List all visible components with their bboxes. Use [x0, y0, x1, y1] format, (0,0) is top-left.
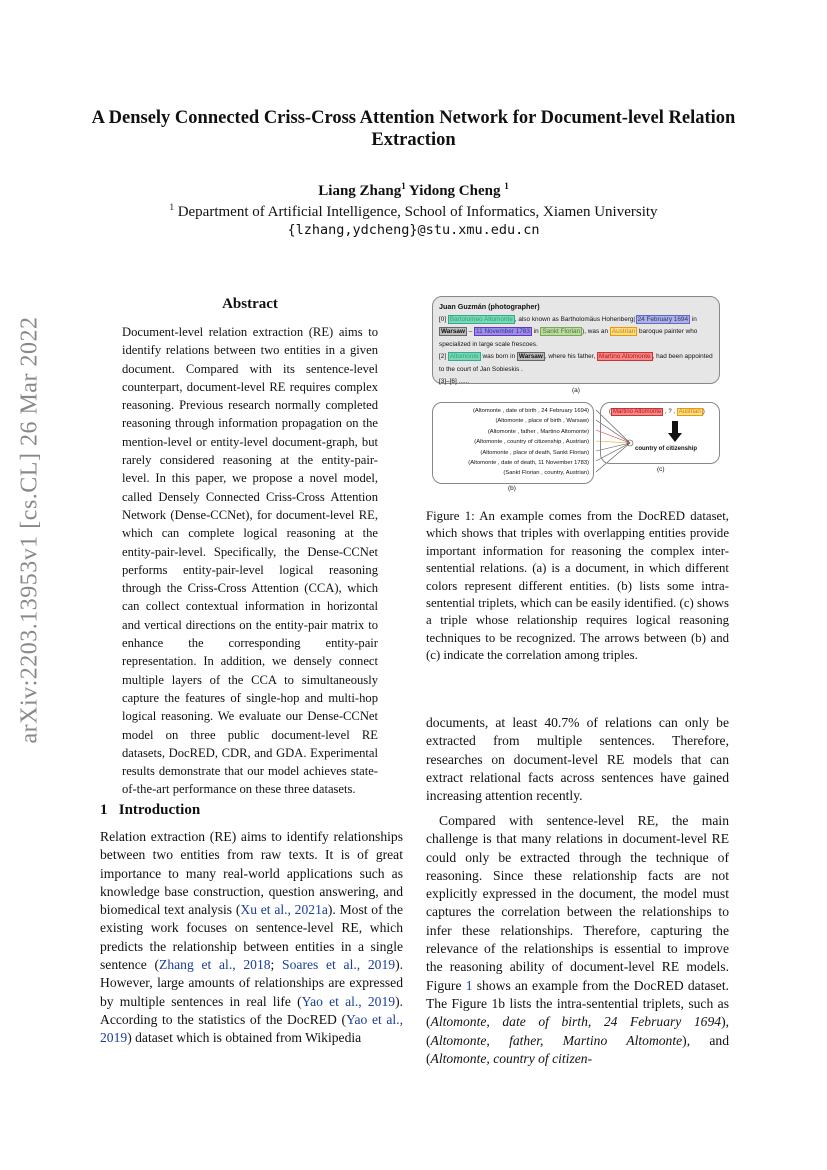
triple: (Altomonte , date of birth , 24 February 1694) — [472, 408, 589, 414]
sentence-label: [2] — [439, 353, 447, 360]
author-1-affil: 1 — [401, 181, 406, 191]
figure-text: , ? , — [663, 409, 677, 415]
author-2-affil: 1 — [504, 181, 509, 191]
entity-mention: Warsaw — [518, 353, 543, 360]
figure-text: , had been appointed to the court of Jan Sobieskis . — [439, 353, 713, 373]
figure-triples-panel — [432, 402, 594, 484]
entity-mention: 24 February 1694 — [637, 315, 689, 323]
figure-text: baroque painter who specialized in large scale frescoes. — [439, 328, 698, 348]
entity-mention: Sankt Florian — [542, 328, 581, 335]
figure-text: in — [531, 328, 541, 335]
arxiv-stamp: arXiv:2203.13953v1 [cs.CL] 26 Mar 2022 — [16, 316, 43, 744]
sentence-label: [0] — [439, 315, 447, 323]
entity-mention: Austrian — [678, 409, 701, 415]
body-text: shows an example from the DocRED dataset. The Figure 1b lists the intra-sentential triplets, such as ( — [426, 977, 730, 1030]
entity-mention: Austrian — [611, 328, 636, 335]
col2-paragraph-2 — [426, 812, 729, 1068]
col2-paragraph-1: documents, at least 40.7% of relations can only be extracted from multiple sentences. Therefore, researches on document-level RE models that can extract relational facts across sentences have gained increasing attention recently. — [426, 715, 729, 804]
figure-target-panel — [600, 402, 720, 464]
figure-doc-title: Juan Guzmán (photographer) — [439, 302, 540, 311]
triple: (Altomonte , country of citizenship , Austrian) — [474, 439, 589, 446]
example-triple: Altomonte, date of birth, 24 February 1694 — [430, 1014, 722, 1030]
citation-link[interactable]: Yao et al., 2019 — [301, 993, 396, 1009]
example-triple: Altomonte, father, Martino Altomonte — [430, 1032, 683, 1048]
figure-sentence-2 — [439, 351, 713, 376]
intro-paragraph — [100, 828, 403, 1048]
affiliation-text: Department of Artificial Intelligence, School of Informatics, Xiamen University — [173, 204, 658, 220]
example-triple: Altomonte, country of citizen- — [430, 1050, 593, 1066]
triple: (Altomonte , date of death, 11 November 1783) — [468, 460, 589, 467]
figure-ref-link[interactable]: 1 — [465, 977, 473, 993]
triple: (Altomonte , father , Martino Altomonte) — [487, 428, 589, 435]
figure-caption: Figure 1: An example comes from the DocRED dataset, which shows that triples with overlapping entities provide important information for reasoning the complex inter-sentential relations. (a) is a document, in which different colors represent different entities. (b) lists some intra-sentential triplets, which can be easily identified. (c) shows a triple whose relationship requires logical reasoning techniques to be recognized. The arrows between (b) and (c) indicate the correlation among triples. — [426, 509, 729, 663]
section-number: 1 — [100, 802, 108, 818]
abstract-text: Document-level relation extraction (RE) aims to identify relations between two entities in a given document. Compared with its sentence-level counterpart, document-level RE requires complex reasoning. Previous research normally completed reasoning through information propagation on the mention-level or entity-level document-graph, but rarely considered reasoning at the entity-pair-level. In this paper, we propose a novel model, called Densely Connected Criss-Cross Attention Network (Dense-CCNet), for document-level RE, which can complete logical reasoning at the entity-pair-level. Specifically, the Dense-CCNet performs entity-pair-level logical reasoning through the Criss-Cross Attention (CCA), which can collect contextual information in horizontal and vertical directions on the entity-pair matrix to enhance the corresponding entity-pair representation. In addition, we densely connect multiple layers of the CCA to simultaneously capture the features of single-hop and multi-hop logical reasoning. We evaluate our Dense-CCNet model on three public document-level RE datasets, DocRED, CDR, and GDA. Experimental results demonstrate that our model achieves state-of-the-art performance on these three datasets. — [122, 325, 378, 797]
figure-text: ), was an — [582, 328, 610, 335]
target-triple: ( Martino Altomonte , ? , Austrian ) — [609, 409, 705, 415]
body-text: ), and ( — [426, 1032, 729, 1066]
entity-mention: Martino Altomonte — [599, 353, 651, 360]
figure-text: in — [690, 315, 697, 323]
author-1: Liang Zhang — [318, 183, 402, 199]
target-relation: country of citizenship — [635, 446, 698, 452]
authors — [0, 181, 827, 200]
citation-link[interactable]: Soares et al., 2019 — [282, 957, 396, 973]
figure-label-b: (b) — [508, 485, 516, 492]
figure-text: , also known as Bartholomäus Hohenberg( — [514, 315, 636, 323]
figure-label-a: (a) — [572, 387, 580, 394]
figure-doc-panel — [432, 296, 720, 384]
figure-text: – — [466, 328, 475, 335]
intro-text: ). Most of the existing work focuses on sentence-level RE, which predicts the relationship between entities in a single sentence ( — [100, 902, 403, 973]
figure-sentence-rest: [3]–[6] ...... — [439, 378, 470, 385]
citation-link[interactable]: Xu et al., 2021a — [240, 902, 328, 918]
email: {lzhang,ydcheng}@stu.xmu.edu.cn — [287, 222, 540, 238]
paper-title: A Densely Connected Criss-Cross Attention Network for Document-level Relation Extraction — [91, 108, 736, 150]
section-heading — [100, 802, 200, 819]
affiliation — [0, 202, 827, 221]
intro-text: ). According to the statistics of the DocRED ( — [100, 993, 403, 1027]
entity-mention: Altomonte — [449, 353, 479, 360]
figure-1 — [428, 296, 728, 496]
entity-mention: Warsaw — [441, 328, 465, 335]
triple: (Altomonte , place of birth , Warsaw) — [495, 418, 589, 425]
figure-sentence-0 — [439, 314, 713, 352]
triple: (Sankt Florian , country, Austrian) — [503, 470, 589, 477]
figure-text: was born in — [480, 353, 517, 360]
intro-text: ; — [270, 957, 283, 973]
down-arrow-icon — [667, 421, 683, 443]
abstract-heading: Abstract — [222, 296, 278, 312]
figure-text: , where his father, — [544, 353, 598, 360]
citation-link[interactable]: Zhang et al., 2018 — [159, 957, 271, 973]
entity-mention: Martino Altomonte — [613, 409, 662, 415]
section-title: Introduction — [118, 802, 201, 818]
entity-mention: 11 November 1783 — [476, 328, 530, 335]
affiliation-marker: 1 — [169, 202, 174, 212]
citation-link[interactable]: Yao et al., 2019 — [100, 1011, 403, 1046]
entity-mention: Bartolomeo Altomonte — [449, 315, 513, 323]
figure-label-c: (c) — [657, 466, 665, 473]
triple: (Altomonte , place of death, Sankt Florian) — [480, 449, 589, 456]
body-text: ), ( — [426, 1014, 729, 1048]
intro-text: Relation extraction (RE) aims to identify relationships between two entities from raw texts. It is of great importance to many real-world applications such as knowledge base construction, question answering, and biomedical text analysis ( — [100, 829, 403, 918]
body-text: Compared with sentence-level RE, the main challenge is that many relations in document-level RE could only be extracted through the technique of reasoning. Since these relationship facts are not explicitly expressed in the document, the model must captures the correlation between the relationships to infer these relationships. Therefore, capturing the relevance of the relationships is essential to improve the reasoning ability of document-level RE models. Figure — [426, 813, 729, 993]
intro-text: ). However, large amounts of relationships are expressed by multiple sentences in real life ( — [100, 957, 403, 1009]
author-2: Yidong Cheng — [405, 183, 505, 199]
intro-text: ) dataset which is obtained from Wikipedia — [127, 1030, 362, 1046]
